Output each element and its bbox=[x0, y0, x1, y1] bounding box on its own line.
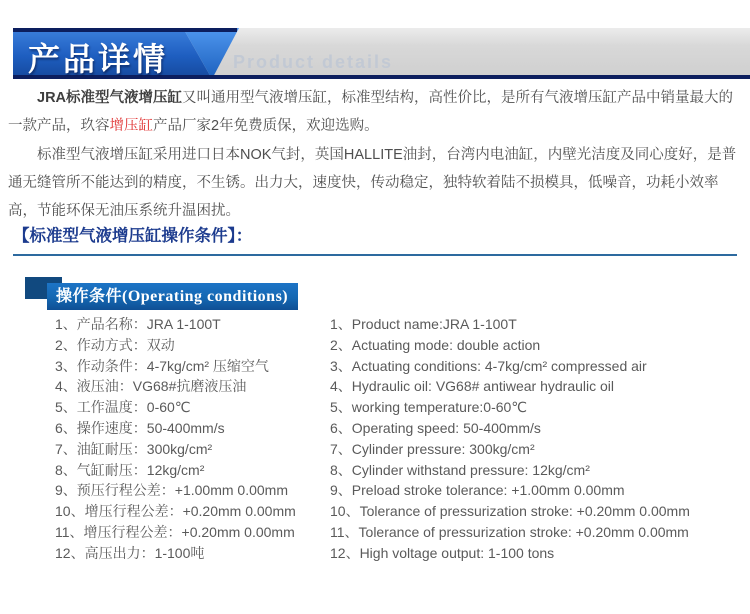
section-divider bbox=[13, 254, 737, 256]
spec-item-en: 2、Actuating mode: double action bbox=[330, 336, 541, 353]
spec-item-en: 6、Operating speed: 50-400mm/s bbox=[330, 419, 541, 436]
intro-paragraph-2: 标准型气液增压缸采用进口日本NOK气封，英国HALLITE油封，台湾内电油缸，内壁光洁度及同心度好，是普通无缝管所不能达到的精度，不生锈。出力大，速度快，传动稳定，独特软着陆不损模具，低噪音，功耗小效率高，节能环保无油压系统升温困扰。 bbox=[8, 147, 737, 219]
page-subtitle: Product details bbox=[233, 52, 394, 72]
spec-item-zh: 6、操作速度：50-400mm/s bbox=[55, 419, 225, 436]
intro-paragraph-1-end: 产品厂家2年免费质保，欢迎选购。 bbox=[153, 118, 379, 134]
spec-list-chinese bbox=[55, 314, 330, 564]
spec-item-en: 3、Actuating conditions: 4-7kg/cm² compressed air bbox=[330, 357, 647, 374]
intro-paragraph-1-text: 又叫通用型气液增压缸，标准型结构，高性价比，是所有气液增压缸产品中销量最大的一款产品，玖容 bbox=[8, 90, 734, 134]
spec-item-zh: 10、增压行程公差：+0.20mm 0.00mm bbox=[55, 503, 296, 520]
spec-item-en: 8、Cylinder withstand pressure: 12kg/cm² bbox=[330, 461, 590, 478]
banner-top-border bbox=[13, 28, 237, 32]
booster-cylinder-link[interactable]: 增压缸 bbox=[109, 118, 153, 134]
spec-item-zh: 2、作动方式：双动 bbox=[55, 336, 175, 353]
spec-list-english bbox=[330, 314, 750, 564]
operating-conditions-heading: 【标准型气液增压缸操作条件】： bbox=[13, 227, 253, 245]
spec-item-en: 12、High voltage output: 1-100 tons bbox=[330, 544, 555, 561]
spec-item-zh: 8、气缸耐压：12kg/cm² bbox=[55, 461, 205, 478]
product-details-banner bbox=[13, 28, 750, 79]
spec-lists bbox=[0, 314, 750, 564]
spec-item-en: 9、Preload stroke tolerance: +1.00mm 0.00mm bbox=[330, 482, 625, 499]
spec-item-en: 10、Tolerance of pressurization stroke: +0.20mm 0.00mm bbox=[330, 503, 690, 520]
intro-paragraph-1 bbox=[8, 84, 742, 140]
page-title: 产品详情 bbox=[28, 41, 169, 77]
spec-item-zh: 11、增压行程公差：+0.20mm 0.00mm bbox=[55, 523, 295, 540]
spec-item-en: 11、Tolerance of pressurization stroke: +0.20mm 0.00mm bbox=[330, 523, 689, 540]
spec-item-en: 4、Hydraulic oil: VG68# antiwear hydraulic oil bbox=[330, 378, 615, 395]
operating-conditions-ribbon: 操作条件(Operating conditions) bbox=[47, 283, 298, 310]
spec-item-zh: 7、油缸耐压：300kg/cm² bbox=[55, 440, 213, 457]
spec-item-zh: 4、液压油：VG68#抗磨液压油 bbox=[55, 378, 247, 395]
spec-item-zh: 1、产品名称：JRA 1-100T bbox=[55, 316, 221, 332]
spec-item-zh: 12、高压出力：1-100吨 bbox=[55, 544, 205, 561]
spec-item-zh: 3、作动条件：4-7kg/cm² 压缩空气 bbox=[55, 357, 269, 374]
spec-item-zh: 9、预压行程公差：+1.00mm 0.00mm bbox=[55, 482, 288, 499]
spec-item-en: 5、working temperature:0-60℃ bbox=[330, 399, 528, 416]
spec-item-en: 7、Cylinder pressure: 300kg/cm² bbox=[330, 440, 535, 457]
product-name-bold: JRA标准型气液增压缸 bbox=[37, 90, 183, 106]
spec-item-zh: 5、工作温度：0-60℃ bbox=[55, 399, 191, 416]
spec-item-en: 1、Product name:JRA 1-100T bbox=[330, 316, 517, 332]
